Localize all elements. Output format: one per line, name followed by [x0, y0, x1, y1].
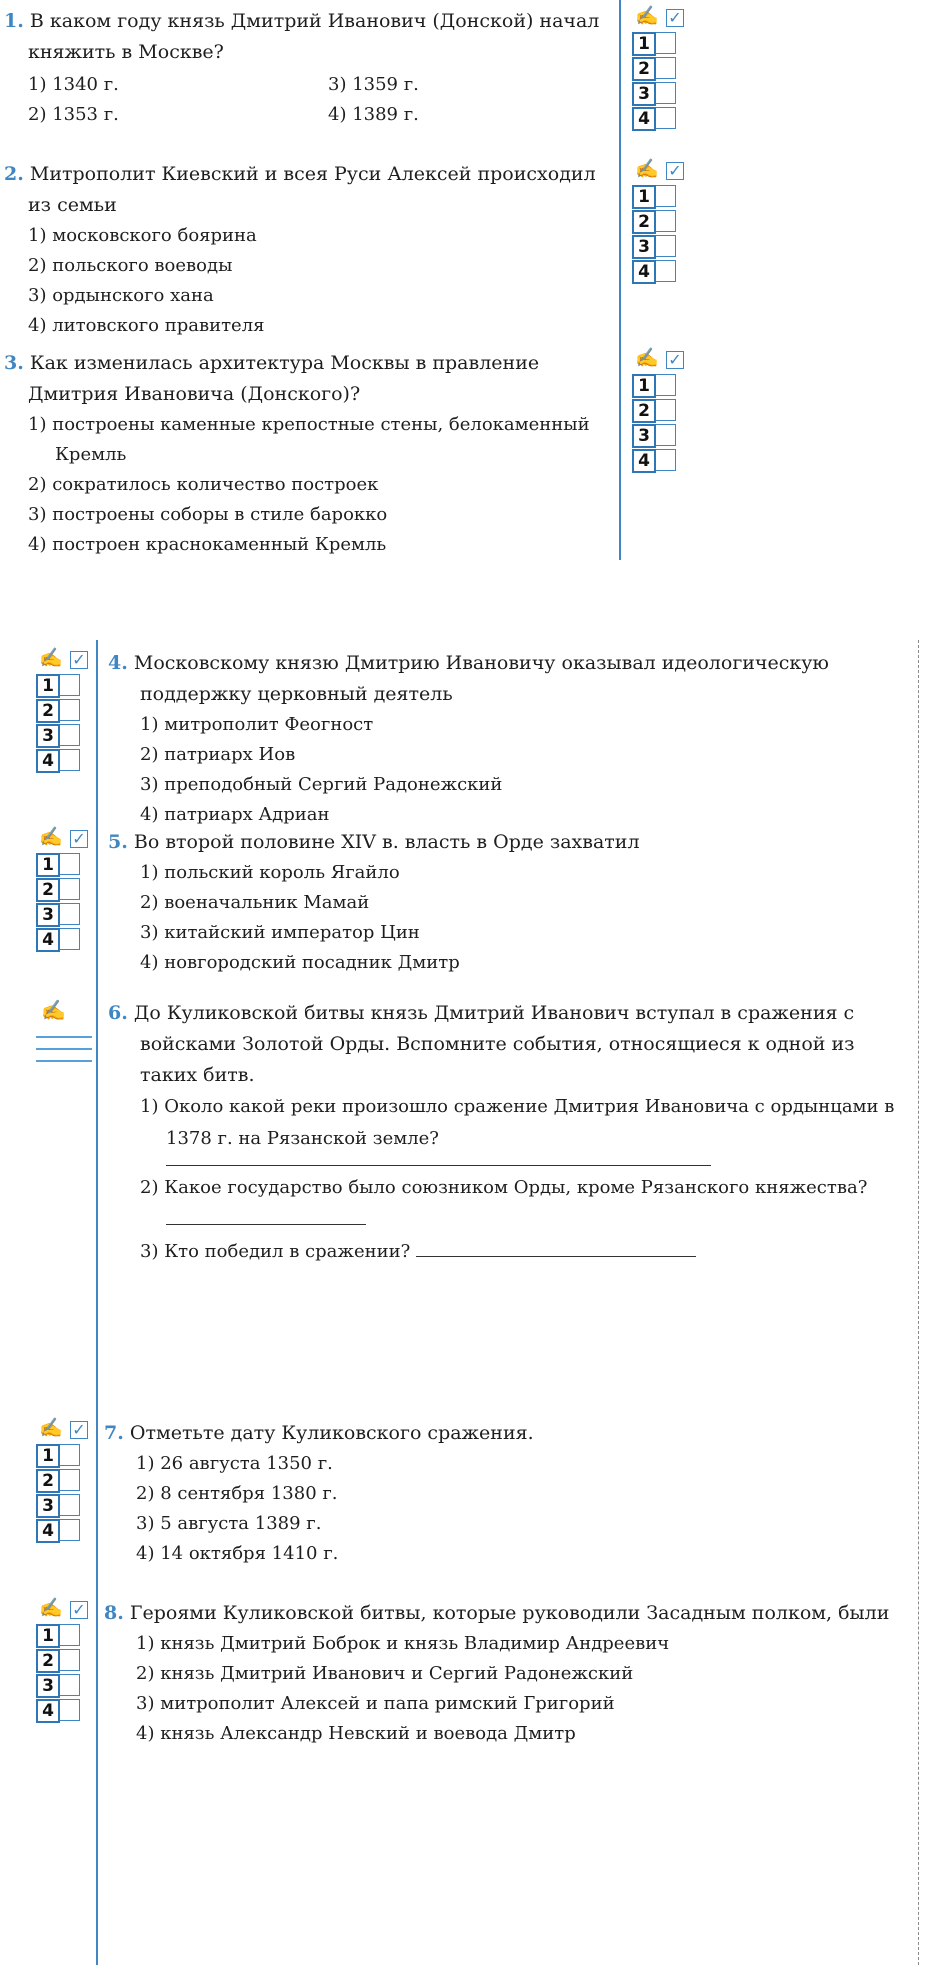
option-2[interactable]: 2) патриарх Иов [140, 744, 296, 765]
answer-cell-2[interactable] [656, 399, 676, 421]
answer-number: 3 [36, 1494, 60, 1518]
answer-number: 4 [36, 1699, 60, 1723]
answer-number: 2 [36, 699, 60, 723]
pen-icon: ✍ [635, 5, 659, 27]
subquestion-2: 2) Какое государство было союзником Орды, кроме Рязанского княжества? [140, 1177, 868, 1198]
question-text: До Куликовской битвы князь Дмитрий Иванович вступал в сражения с войсками Золотой Орды. Вспомните события, относящиеся к одной из таких битв. [133, 1002, 855, 1086]
option-2[interactable]: 2) князь Дмитрий Иванович и Сергий Радонежский [136, 1663, 634, 1684]
question-1 [4, 6, 610, 130]
answer-cell-4[interactable] [656, 260, 676, 282]
answer-cell-3[interactable] [60, 724, 80, 746]
question-number: 8. [104, 1602, 124, 1624]
option-4[interactable]: 4) 14 октября 1410 г. [136, 1543, 339, 1564]
answer-number: 3 [36, 1674, 60, 1698]
answer-number: 2 [632, 57, 656, 81]
option-2[interactable]: 2) польского воеводы [28, 255, 233, 276]
written-answer-box-6 [36, 998, 96, 1078]
answer-number: 4 [36, 1519, 60, 1543]
question-3 [4, 348, 610, 560]
answer-cell-4[interactable] [656, 449, 676, 471]
answer-number: 3 [632, 235, 656, 259]
question-text: Московскому князю Дмитрию Ивановичу оказывал идеологическую поддержку церковный деятель [133, 652, 829, 705]
option-1[interactable]: 1) построены каменные крепостные стены, белокаменный Кремль [28, 414, 590, 465]
answer-box-5 [36, 827, 96, 953]
answer-number: 4 [36, 749, 60, 773]
subquestion-1: 1) Около какой реки произошло сражение Дмитрия Ивановича с ордынцами в 1378 г. на Рязанской земле? [140, 1096, 895, 1149]
answer-number: 2 [632, 210, 656, 234]
question-text: Как изменилась архитектура Москвы в правление Дмитрия Ивановича (Донского)? [28, 352, 540, 405]
option-1[interactable]: 1) 26 августа 1350 г. [136, 1453, 333, 1474]
option-2[interactable]: 2) военачальник Мамай [140, 892, 370, 913]
answer-cell-1[interactable] [60, 1444, 80, 1466]
answer-number: 1 [632, 185, 656, 209]
checkbox-icon: ✓ [70, 1421, 88, 1439]
answer-number: 3 [36, 903, 60, 927]
question-number: 3. [4, 352, 24, 374]
question-6 [108, 998, 910, 1268]
option-2[interactable]: 2) 8 сентября 1380 г. [136, 1483, 338, 1504]
option-1[interactable]: 1) князь Дмитрий Боброк и князь Владимир Андреевич [136, 1633, 670, 1654]
worksheet-page-2 [0, 640, 927, 1971]
answer-cell-4[interactable] [60, 1519, 80, 1541]
answer-cell-3[interactable] [656, 424, 676, 446]
answer-cell-1[interactable] [60, 853, 80, 875]
option-3[interactable]: 3) преподобный Сергий Радонежский [140, 774, 503, 795]
checkbox-icon: ✓ [70, 1601, 88, 1619]
writing-line [36, 1048, 92, 1050]
question-number: 1. [4, 10, 24, 32]
answer-cell-2[interactable] [656, 210, 676, 232]
pen-icon: ✍ [39, 826, 63, 848]
checkbox-icon: ✓ [666, 9, 684, 27]
question-2-body [4, 159, 610, 341]
answer-box-4 [36, 648, 96, 774]
answer-cell-1[interactable] [60, 674, 80, 696]
question-text: Отметьте дату Куликовского сражения. [129, 1422, 534, 1444]
answer-line-1[interactable] [166, 1165, 711, 1166]
option-4[interactable]: 4) 1389 г. [328, 104, 419, 125]
answer-line-2[interactable] [166, 1223, 366, 1225]
answer-number: 1 [36, 853, 60, 877]
answer-cell-3[interactable] [656, 235, 676, 257]
option-3[interactable]: 3) 5 августа 1389 г. [136, 1513, 322, 1534]
answer-cell-2[interactable] [60, 878, 80, 900]
answer-number: 3 [632, 424, 656, 448]
option-2[interactable]: 2) сократилось количество построек [28, 474, 379, 495]
answer-number: 2 [36, 1649, 60, 1673]
subquestion-3: 3) Кто победил в сражении? [140, 1241, 411, 1262]
page-edge-dotted-line [918, 640, 919, 1965]
answer-cell-4[interactable] [60, 928, 80, 950]
pen-icon: ✍ [39, 1597, 63, 1619]
answer-cell-4[interactable] [60, 749, 80, 771]
writing-line [36, 1060, 92, 1062]
answer-box-8 [36, 1598, 96, 1724]
question-text: В каком году князь Дмитрий Иванович (Донской) начал княжить в Москве? [28, 10, 600, 63]
question-text: Во второй половине XIV в. власть в Орде захватил [133, 831, 640, 853]
worksheet-page-1 [0, 0, 927, 570]
pen-icon: ✍ [39, 647, 63, 669]
option-4[interactable]: 4) новгородский посадник Дмитр [140, 952, 460, 973]
answer-cell-1[interactable] [656, 374, 676, 396]
question-5 [108, 827, 910, 978]
answer-cell-3[interactable] [60, 1494, 80, 1516]
options-grid [4, 70, 610, 130]
answer-column-divider [619, 0, 621, 560]
checkbox-icon: ✓ [666, 162, 684, 180]
answer-number: 1 [36, 674, 60, 698]
answer-line-3[interactable] [416, 1255, 696, 1257]
answer-cell-3[interactable] [656, 82, 676, 104]
answer-cell-1[interactable] [656, 185, 676, 207]
option-4[interactable]: 4) князь Александр Невский и воевода Дмитр [136, 1723, 576, 1744]
answer-cell-2[interactable] [656, 57, 676, 79]
pen-icon: ✍ [635, 158, 659, 180]
option-4[interactable]: 4) патриарх Адриан [140, 804, 330, 825]
option-3[interactable]: 3) митрополит Алексей и папа римский Григорий [136, 1693, 615, 1714]
option-1[interactable]: 1) московского боярина [28, 225, 257, 246]
question-number: 6. [108, 1002, 128, 1024]
option-4[interactable]: 4) литовского правителя [28, 315, 265, 336]
question-4 [108, 648, 910, 830]
question-text: Героями Куликовской битвы, которые руководили Засадным полком, были [129, 1602, 890, 1624]
answer-number: 4 [632, 449, 656, 473]
pen-icon: ✍ [39, 1417, 63, 1439]
answer-cell-4[interactable] [60, 1699, 80, 1721]
question-number: 4. [108, 652, 128, 674]
question-text: Митрополит Киевский и всея Руси Алексей происходил из семьи [28, 163, 596, 216]
answer-number: 2 [36, 1469, 60, 1493]
option-4[interactable]: 4) построен краснокаменный Кремль [28, 534, 387, 555]
option-3[interactable]: 3) построены соборы в стиле барокко [28, 504, 388, 525]
answer-number: 1 [36, 1624, 60, 1648]
question-number: 7. [104, 1422, 124, 1444]
answer-cell-4[interactable] [656, 107, 676, 129]
option-1[interactable]: 1) митрополит Феогност [140, 714, 374, 735]
answer-number: 2 [632, 399, 656, 423]
pen-icon: ✍ [635, 347, 659, 369]
answer-number: 2 [36, 878, 60, 902]
answer-box-2 [632, 159, 692, 285]
answer-number: 3 [36, 724, 60, 748]
checkbox-icon: ✓ [70, 830, 88, 848]
answer-box-3 [632, 348, 692, 474]
answer-column-divider [96, 640, 98, 1965]
answer-number: 4 [632, 107, 656, 131]
answer-cell-3[interactable] [60, 1674, 80, 1696]
question-number: 5. [108, 831, 128, 853]
answer-number: 1 [36, 1444, 60, 1468]
checkbox-icon: ✓ [666, 351, 684, 369]
pen-icon: ✍ [41, 998, 66, 1022]
checkbox-icon: ✓ [70, 651, 88, 669]
question-7 [104, 1418, 910, 1569]
answer-number: 1 [632, 374, 656, 398]
answer-box-7 [36, 1418, 96, 1544]
option-1[interactable]: 1) 1340 г. [28, 74, 119, 95]
answer-cell-1[interactable] [60, 1624, 80, 1646]
answer-box-1 [632, 6, 692, 132]
option-2[interactable]: 2) 1353 г. [28, 104, 119, 125]
answer-number: 4 [632, 260, 656, 284]
option-3[interactable]: 3) 1359 г. [328, 74, 419, 95]
answer-number: 4 [36, 928, 60, 952]
answer-cell-2[interactable] [60, 1469, 80, 1491]
answer-number: 1 [632, 32, 656, 56]
question-number: 2. [4, 163, 24, 185]
option-3[interactable]: 3) ордынского хана [28, 285, 214, 306]
option-3[interactable]: 3) китайский император Цин [140, 922, 420, 943]
answer-cell-2[interactable] [60, 1649, 80, 1671]
answer-cell-1[interactable] [656, 32, 676, 54]
answer-cell-3[interactable] [60, 903, 80, 925]
question-8 [104, 1598, 910, 1749]
writing-line [36, 1036, 92, 1038]
answer-cell-2[interactable] [60, 699, 80, 721]
option-1[interactable]: 1) польский король Ягайло [140, 862, 400, 883]
answer-number: 3 [632, 82, 656, 106]
